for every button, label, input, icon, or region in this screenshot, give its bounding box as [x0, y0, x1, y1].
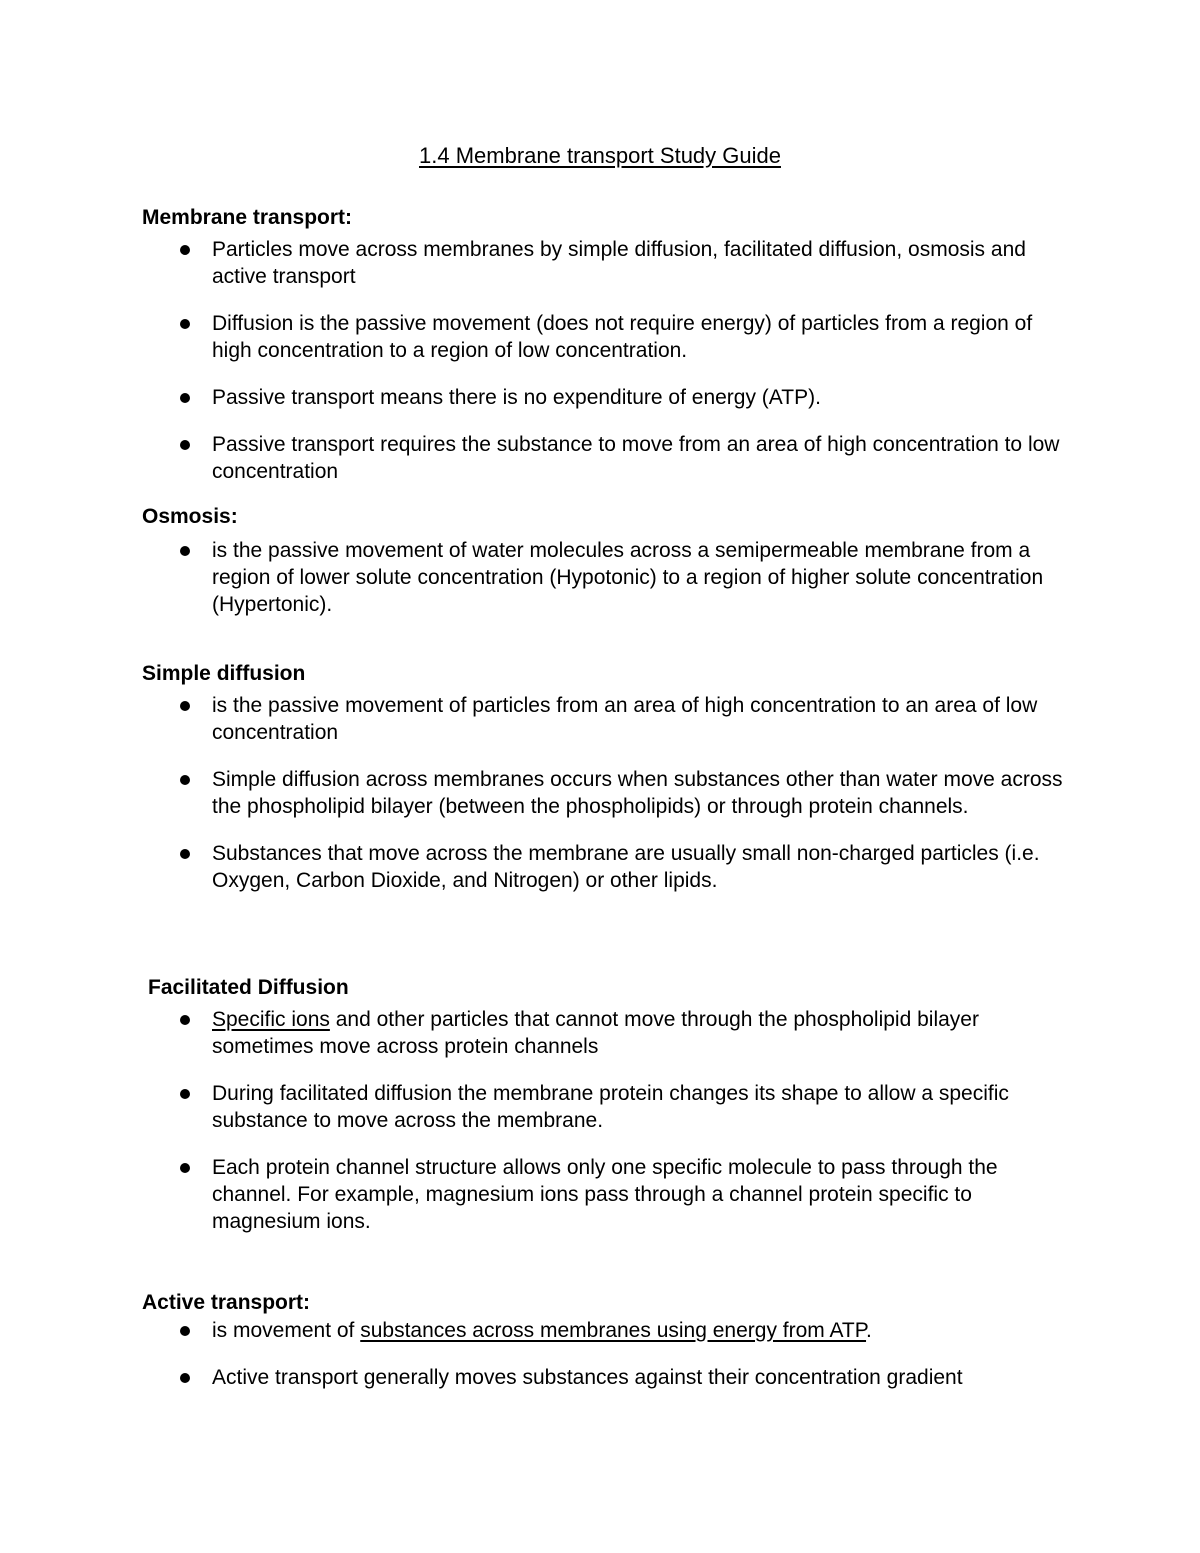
- list-item: [142, 431, 1072, 485]
- list-item-text: and other particles that cannot move through the phospholipid bilayer sometimes move across protein channels: [212, 1008, 979, 1058]
- bullet-list: [142, 1006, 1072, 1235]
- list-item: [142, 1154, 1072, 1235]
- page-title: 1.4 Membrane transport Study Guide: [419, 143, 781, 168]
- bullet-list: [142, 1317, 1072, 1391]
- list-item: [142, 1364, 1072, 1391]
- section-simple-diffusion: [142, 660, 1072, 894]
- list-item: [142, 766, 1072, 820]
- list-item: [142, 1317, 1072, 1344]
- bullet-icon: [180, 1089, 190, 1099]
- bullet-icon: [180, 393, 190, 403]
- bullet-icon: [180, 1373, 190, 1383]
- bullet-icon: [180, 701, 190, 711]
- section-heading: Active transport:: [142, 1291, 311, 1314]
- list-item-text: Active transport generally moves substances against their concentration gradient: [212, 1366, 963, 1389]
- list-item-text: is movement of: [212, 1319, 361, 1342]
- underlined-phrase: substances across membranes using energy from ATP: [360, 1319, 867, 1342]
- section-heading: Membrane transport:: [142, 206, 353, 229]
- list-item-text: Substances that move across the membrane are usually small non-charged particles (i.e. Oxygen, Carbon Dioxide, and Nitrogen) or other lipids.: [212, 842, 1040, 892]
- section-membrane-transport: [142, 204, 1072, 485]
- list-item: [142, 692, 1072, 746]
- list-item-text: During facilitated diffusion the membrane protein changes its shape to allow a specific substance to move across the membrane.: [212, 1082, 1009, 1132]
- list-item-text: .: [866, 1319, 872, 1342]
- list-item-text: Passive transport means there is no expenditure of energy (ATP).: [212, 386, 821, 409]
- bullet-icon: [180, 546, 190, 556]
- section-active-transport: [142, 1289, 1072, 1391]
- bullet-list: [142, 692, 1072, 894]
- section-facilitated-diffusion: [142, 974, 1072, 1235]
- list-item-text: Diffusion is the passive movement (does not require energy) of particles from a region of high concentration to a region of low concentration.: [212, 312, 1033, 362]
- underlined-term: Specific ions: [212, 1008, 330, 1031]
- list-item: [142, 384, 1072, 411]
- list-item-text: Each protein channel structure allows only one specific molecule to pass through the channel. For example, magnesium ions pass through a channel protein specific to magnesium ions.: [212, 1156, 998, 1233]
- list-item: [142, 537, 1072, 618]
- list-item: [142, 1006, 1072, 1060]
- bullet-icon: [180, 1326, 190, 1336]
- list-item: [142, 1080, 1072, 1134]
- list-item-text: Passive transport requires the substance to move from an area of high concentration to low concentration: [212, 433, 1060, 483]
- list-item-text: Simple diffusion across membranes occurs when substances other than water move across the phospholipid bilayer (between the phospholipids) or through protein channels.: [212, 768, 1063, 818]
- list-item: [142, 310, 1072, 364]
- section-heading: Simple diffusion: [142, 662, 306, 685]
- bullet-icon: [180, 775, 190, 785]
- list-item-text: is the passive movement of water molecules across a semipermeable membrane from a region of lower solute concentration (Hypotonic) to a region of higher solute concentration (Hypertonic).: [212, 539, 1044, 616]
- list-item: [142, 840, 1072, 894]
- bullet-icon: [180, 849, 190, 859]
- bullet-icon: [180, 1015, 190, 1025]
- section-osmosis: [142, 503, 1072, 618]
- bullet-icon: [180, 245, 190, 255]
- section-heading: Osmosis:: [142, 505, 238, 528]
- bullet-icon: [180, 319, 190, 329]
- list-item: [142, 236, 1072, 290]
- bullet-list: [142, 236, 1072, 485]
- list-item-text: is the passive movement of particles from an area of high concentration to an area of low concentration: [212, 694, 1038, 744]
- bullet-list: [142, 537, 1072, 618]
- bullet-icon: [180, 1163, 190, 1173]
- section-heading: Facilitated Diffusion: [148, 976, 349, 999]
- list-item-text: Particles move across membranes by simple diffusion, facilitated diffusion, osmosis and active transport: [212, 238, 1026, 288]
- bullet-icon: [180, 440, 190, 450]
